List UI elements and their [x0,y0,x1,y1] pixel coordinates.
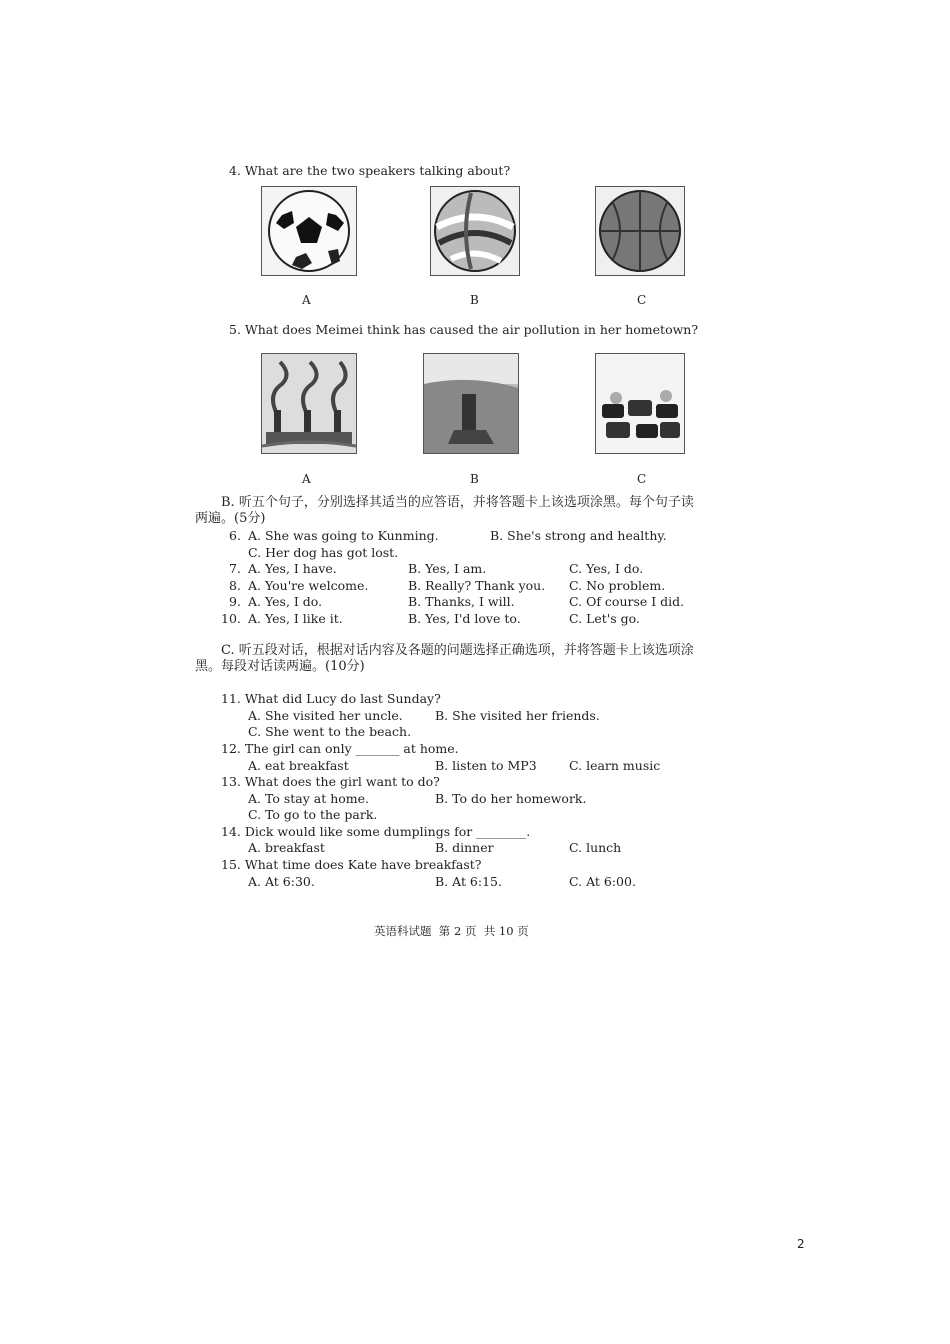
part-b-instruction-line1: B. 听五个句子，分别选择其适当的应答语，并将答题卡上该选项涂黑。每个句子读 [221,495,694,510]
q15-option-b: B. At 6:15. [435,874,502,889]
q10-number: 10. [221,611,241,626]
q11-question: 11. What did Lucy do last Sunday? [221,691,441,706]
q11-option-c: C. She went to the beach. [248,724,412,739]
traffic-cars-image [595,353,685,454]
q5-option-a-label: A [302,472,311,486]
factory-smoke-image [261,353,357,454]
q15-question: 15. What time does Kate have breakfast? [221,857,482,872]
q10-option-b: B. Yes, I'd love to. [408,611,521,626]
q13-option-a: A. To stay at home. [248,791,370,806]
part-c-instruction-line1: C. 听五段对话，根据对话内容及各题的问题选择正确选项，并将答题卡上该选项涂 [221,643,694,658]
q6-option-c: C. Her dog has got lost. [248,545,399,560]
soccer-ball-image [261,186,357,276]
q8-option-b: B. Really? Thank you. [408,578,546,593]
q6-option-b: B. She's strong and healthy. [490,528,667,543]
q11-option-a: A. She visited her uncle. [248,708,403,723]
q13-option-c: C. To go to the park. [248,807,378,822]
q15-option-a: A. At 6:30. [248,874,315,889]
q13-option-b: B. To do her homework. [435,791,587,806]
q6-option-a: A. She was going to Kunming. [248,528,439,543]
q9-option-b: B. Thanks, I will. [408,594,515,609]
q12-option-c: C. learn music [569,758,661,773]
question-5: 5. What does Meimei think has caused the air pollution in her hometown? [229,322,699,337]
q4-option-c-label: C [637,293,647,307]
q14-option-a: A. breakfast [248,840,325,855]
volleyball-image [430,186,520,276]
q15-option-c: C. At 6:00. [569,874,636,889]
q14-question: 14. Dick would like some dumplings for ________. [221,824,531,839]
tree-stump-image [423,353,519,454]
q6-number: 6. [229,528,241,543]
q12-option-b: B. listen to MP3 [435,758,537,773]
q13-question: 13. What does the girl want to do? [221,774,440,789]
page-number: 2 [797,1237,805,1251]
q7-number: 7. [229,561,241,576]
q9-option-c: C. Of course I did. [569,594,685,609]
q7-option-c: C. Yes, I do. [569,561,644,576]
q7-option-b: B. Yes, I am. [408,561,487,576]
q4-option-b-label: B [470,293,479,307]
q8-option-a: A. You're welcome. [248,578,369,593]
q9-option-a: A. Yes, I do. [248,594,323,609]
q5-option-b-label: B [470,472,479,486]
q14-option-c: C. lunch [569,840,622,855]
q4-option-a-label: A [302,293,311,307]
q8-number: 8. [229,578,241,593]
q11-option-b: B. She visited her friends. [435,708,600,723]
part-b-instruction-line2: 两遍。(5分) [195,511,266,526]
q10-option-a: A. Yes, I like it. [248,611,343,626]
q7-option-a: A. Yes, I have. [248,561,337,576]
basketball-image [595,186,685,276]
page-footer: 英语科试题 第 2 页 共 10 页 [374,924,529,938]
q8-option-c: C. No problem. [569,578,666,593]
question-4: 4. What are the two speakers talking about? [229,163,511,178]
q12-option-a: A. eat breakfast [248,758,349,773]
q9-number: 9. [229,594,241,609]
part-c-instruction-line2: 黑。每段对话读两遍。(10分) [195,659,365,674]
q12-question: 12. The girl can only _______ at home. [221,741,459,756]
q14-option-b: B. dinner [435,840,494,855]
q5-option-c-label: C [637,472,647,486]
q10-option-c: C. Let's go. [569,611,640,626]
